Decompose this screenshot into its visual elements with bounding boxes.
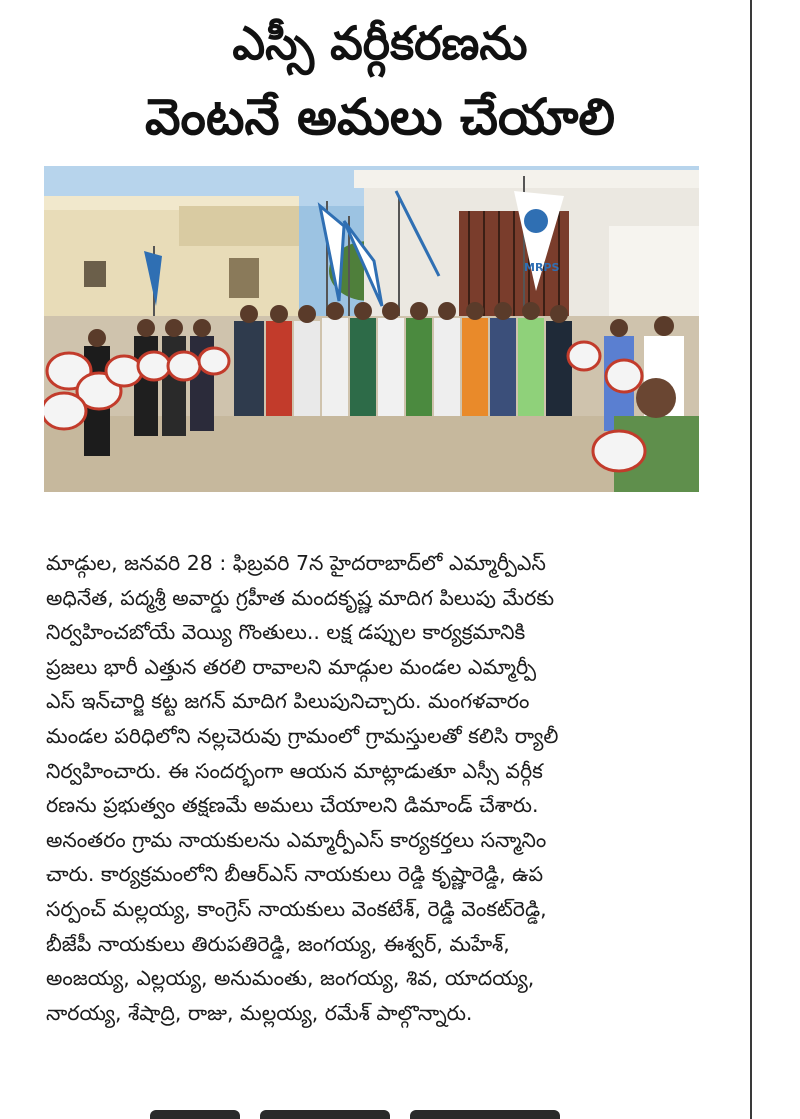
news-photo	[44, 166, 699, 492]
article-line: అనంతరం గ్రామ నాయకులను ఎమ్మార్పీఎస్ కార్యకర్తలు సన్మానిం	[46, 827, 547, 852]
article-line: రణను ప్రభుత్వం తక్షణమే అమలు చేయాలని డిమాండ్ చేశారు.	[46, 793, 539, 818]
article-line: నిర్వహించబోయే వెయ్యి గొంతులు.. లక్ష డప్పుల కార్యక్రమానికి	[46, 620, 526, 645]
article-line: అధినేత, పద్మశ్రీ అవార్డు గ్రహీత మందకృష్ణ మాదిగ పిలుపు మేరకు	[46, 585, 555, 610]
headline-line-1: ఎస్సీ వర్గీకరణను	[232, 16, 528, 70]
article-line: ఎస్ ఇన్‌చార్జి కట్ట జగన్ మాదిగ పిలుపునిచ్చారు. మంగళవారం	[46, 689, 530, 714]
article-line: బీజేపీ నాయకులు తిరుపతిరెడ్డి, జంగయ్య, ఈశ్వర్, మహేశ్,	[46, 931, 510, 956]
article-line: అంజయ్య, ఎల్లయ్య, అనుమంతు, జంగయ్య, శివ, యాదయ్య,	[46, 966, 535, 991]
next-headline-cutoff	[150, 1100, 620, 1119]
headline-line-2: వెంటనే అమలు చేయాలి	[144, 88, 616, 146]
rally-photo-illustration	[44, 166, 699, 492]
article-line: సర్పంచ్ మల్లయ్య, కాంగ్రెస్ నాయకులు వెంకటేశ్, రెడ్డి వెంకట్‌రెడ్డి,	[46, 896, 547, 921]
article-line: మండల పరిధిలోని నల్లచెరువు గ్రామంలో గ్రామస్తులతో కలిసి ర్యాలీ	[46, 723, 559, 748]
article-line: చారు. కార్యక్రమంలోని బీఆర్ఎస్ నాయకులు రెడ్డి కృష్ణారెడ్డి, ఉప	[46, 862, 544, 887]
flag-label: MRPS	[524, 261, 560, 274]
article-line: మాడ్గుల, జనవరి 28 : ఫిబ్రవరి 7న హైదరాబాద్‌లో ఎమ్మార్పీఎస్	[46, 551, 546, 575]
article-body	[46, 546, 700, 1030]
column-rule	[750, 0, 752, 1119]
article-line: నారయ్య, శేషాద్రి, రాజు, మల్లయ్య, రమేశ్ పాల్గొన్నారు.	[46, 1000, 473, 1025]
article-line: నిర్వహించారు. ఈ సందర్భంగా ఆయన మాట్లాడుతూ ఎస్సీ వర్గీక	[46, 758, 543, 783]
article-line: ప్రజలు భారీ ఎత్తున తరలి రావాలని మాడ్గుల మండల ఎమ్మార్పీ	[46, 654, 537, 679]
